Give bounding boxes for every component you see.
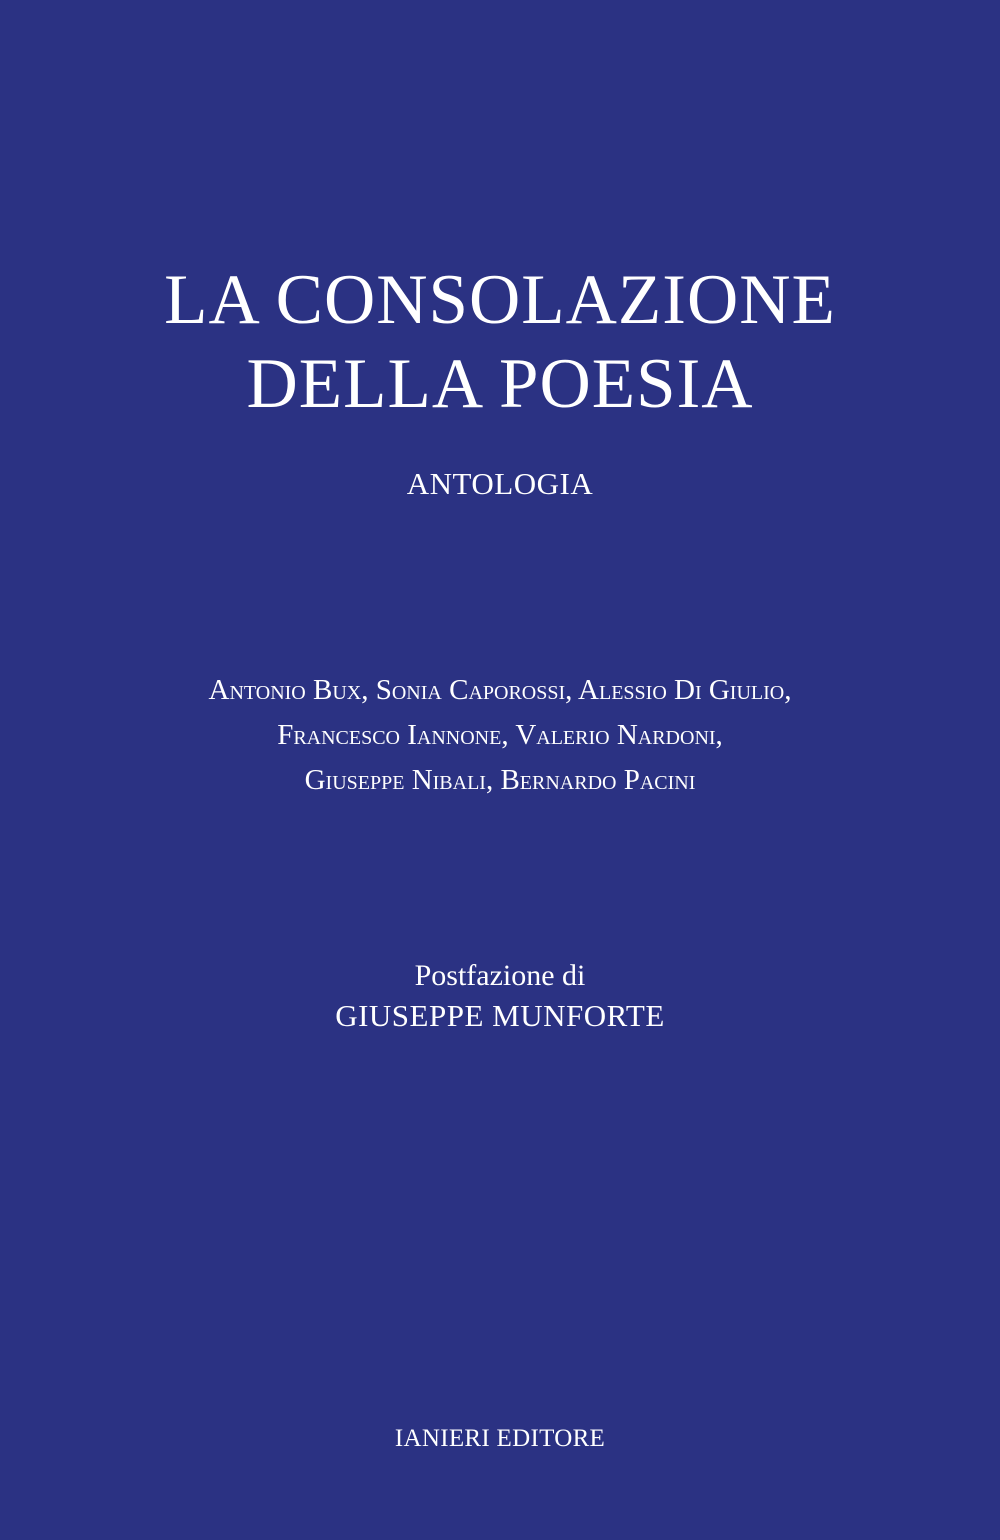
author-line-3: Giuseppe Nibali, Bernardo Pacini — [304, 764, 696, 796]
publisher-name: IANIERI EDITORE — [394, 1425, 606, 1452]
title-line-2: DELLA POESIA — [246, 345, 754, 423]
book-title — [0, 258, 1000, 426]
afterword-author: GIUSEPPE MUNFORTE — [335, 998, 665, 1033]
author-line-1: Antonio Bux, Sonia Caporossi, Alessio Di Giulio, — [208, 674, 792, 706]
author-list — [0, 668, 1000, 803]
author-line-2: Francesco Iannone, Valerio Nardoni, — [277, 719, 723, 751]
afterword-credit — [0, 956, 1000, 1036]
book-subtitle: ANTOLOGIA — [406, 466, 594, 501]
title-line-1: LA CONSOLAZIONE — [164, 261, 836, 339]
afterword-label: Postfazione di — [414, 959, 586, 992]
